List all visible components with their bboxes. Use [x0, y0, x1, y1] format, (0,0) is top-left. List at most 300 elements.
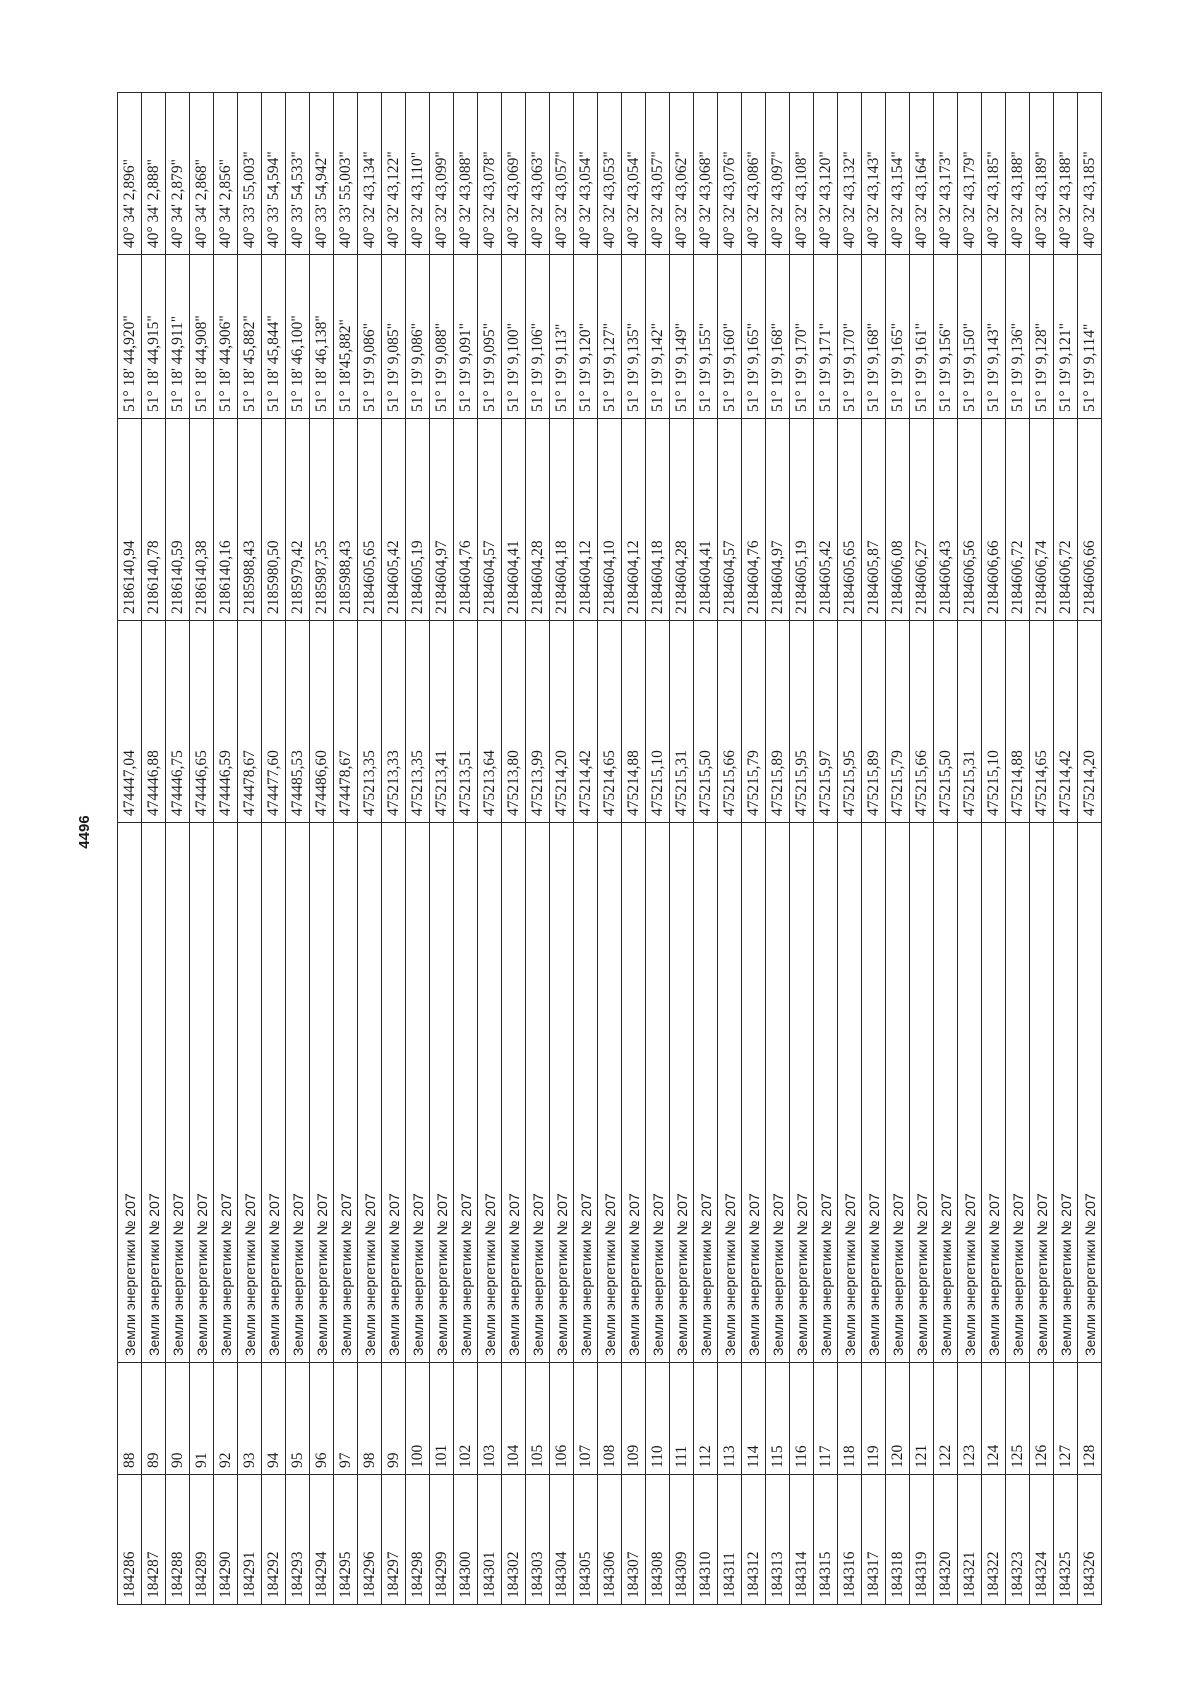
cell-longitude: 40° 32' 43,188": [1006, 93, 1030, 255]
cell-point-id: 184320: [934, 1475, 958, 1605]
cell-land-name: Земли энергетики № 207: [358, 823, 382, 1363]
cell-land-name: Земли энергетики № 207: [670, 823, 694, 1363]
cell-land-name: Земли энергетики № 207: [886, 823, 910, 1363]
cell-latitude: 51° 19' 9,168": [862, 255, 886, 419]
cell-latitude: 51° 19' 9,156": [934, 255, 958, 419]
cell-longitude: 40° 32' 43,062": [670, 93, 694, 255]
cell-point-id: 184299: [430, 1475, 454, 1605]
table-row: [1054, 93, 1078, 1605]
cell-latitude: 51° 19' 9,143": [982, 255, 1006, 419]
table-row: [358, 93, 382, 1605]
cell-point-id: 184323: [1006, 1475, 1030, 1605]
table-row: [670, 93, 694, 1605]
cell-point-number: 111: [670, 1363, 694, 1475]
cell-point-number: 110: [646, 1363, 670, 1475]
cell-longitude: 40° 32' 43,179": [958, 93, 982, 255]
cell-longitude: 40° 32' 43,188": [1054, 93, 1078, 255]
cell-point-number: 98: [358, 1363, 382, 1475]
cell-y-coordinate: 2184606,56: [958, 419, 982, 621]
cell-latitude: 51° 19' 9,160": [718, 255, 742, 419]
cell-x-coordinate: 475214,42: [1054, 621, 1078, 823]
cell-point-number: 127: [1054, 1363, 1078, 1475]
cell-point-id: 184305: [574, 1475, 598, 1605]
cell-latitude: 51° 19' 9,161": [910, 255, 934, 419]
cell-y-coordinate: 2186140,59: [166, 419, 190, 621]
table-row: [1030, 93, 1054, 1605]
cell-land-name: Земли энергетики № 207: [1054, 823, 1078, 1363]
cell-y-coordinate: 2185980,50: [262, 419, 286, 621]
cell-latitude: 51° 18' 46,138": [310, 255, 334, 419]
cell-point-number: 101: [430, 1363, 454, 1475]
cell-point-number: 103: [478, 1363, 502, 1475]
table-row: [406, 93, 430, 1605]
table-row: [694, 93, 718, 1605]
cell-longitude: 40° 33' 55,003": [238, 93, 262, 255]
cell-land-name: Земли энергетики № 207: [862, 823, 886, 1363]
cell-latitude: 51° 18' 46,100": [286, 255, 310, 419]
cell-x-coordinate: 475215,89: [862, 621, 886, 823]
cell-latitude: 51° 19' 9,168": [766, 255, 790, 419]
cell-x-coordinate: 474478,67: [334, 621, 358, 823]
cell-longitude: 40° 32' 43,057": [550, 93, 574, 255]
cell-latitude: 51° 18' 45,844": [262, 255, 286, 419]
table-row: [262, 93, 286, 1605]
cell-point-number: 104: [502, 1363, 526, 1475]
cell-longitude: 40° 32' 43,057": [646, 93, 670, 255]
cell-y-coordinate: 2185987,35: [310, 419, 334, 621]
table-row: [958, 93, 982, 1605]
cell-land-name: Земли энергетики № 207: [574, 823, 598, 1363]
cell-y-coordinate: 2184604,28: [526, 419, 550, 621]
cell-x-coordinate: 475213,51: [454, 621, 478, 823]
cell-latitude: 51° 19' 9,171": [814, 255, 838, 419]
cell-latitude: 51° 19' 9,170": [790, 255, 814, 419]
table-row: [838, 93, 862, 1605]
cell-longitude: 40° 32' 43,134": [358, 93, 382, 255]
cell-y-coordinate: 2184604,41: [502, 419, 526, 621]
cell-y-coordinate: 2184606,08: [886, 419, 910, 621]
cell-point-number: 99: [382, 1363, 406, 1475]
table-row: [142, 93, 166, 1605]
cell-y-coordinate: 2184604,41: [694, 419, 718, 621]
cell-latitude: 51° 19' 9,120": [574, 255, 598, 419]
cell-x-coordinate: 475213,80: [502, 621, 526, 823]
cell-land-name: Земли энергетики № 207: [214, 823, 238, 1363]
cell-land-name: Земли энергетики № 207: [910, 823, 934, 1363]
cell-land-name: Земли энергетики № 207: [814, 823, 838, 1363]
cell-point-number: 90: [166, 1363, 190, 1475]
cell-land-name: Земли энергетики № 207: [550, 823, 574, 1363]
table-row: [718, 93, 742, 1605]
cell-land-name: Земли энергетики № 207: [766, 823, 790, 1363]
cell-point-id: 184308: [646, 1475, 670, 1605]
cell-latitude: 51° 19' 9,100": [502, 255, 526, 419]
cell-latitude: 51° 19' 9,136": [1006, 255, 1030, 419]
cell-longitude: 40° 32' 43,143": [862, 93, 886, 255]
cell-y-coordinate: 2184604,97: [766, 419, 790, 621]
cell-point-number: 117: [814, 1363, 838, 1475]
cell-point-id: 184322: [982, 1475, 1006, 1605]
cell-point-number: 108: [598, 1363, 622, 1475]
table-row: [478, 93, 502, 1605]
cell-y-coordinate: 2184605,19: [790, 419, 814, 621]
cell-latitude: 51° 19' 9,085": [382, 255, 406, 419]
cell-latitude: 51° 19' 9,149": [670, 255, 694, 419]
table-row: [862, 93, 886, 1605]
cell-point-number: 125: [1006, 1363, 1030, 1475]
cell-x-coordinate: 475215,97: [814, 621, 838, 823]
cell-longitude: 40° 32' 43,069": [502, 93, 526, 255]
table-row: [526, 93, 550, 1605]
cell-y-coordinate: 2184604,97: [430, 419, 454, 621]
cell-y-coordinate: 2184604,12: [622, 419, 646, 621]
cell-land-name: Земли энергетики № 207: [790, 823, 814, 1363]
cell-y-coordinate: 2184605,42: [814, 419, 838, 621]
cell-y-coordinate: 2184604,10: [598, 419, 622, 621]
cell-point-id: 184291: [238, 1475, 262, 1605]
cell-y-coordinate: 2184606,74: [1030, 419, 1054, 621]
cell-longitude: 40° 32' 43,164": [910, 93, 934, 255]
cell-point-id: 184303: [526, 1475, 550, 1605]
cell-land-name: Земли энергетики № 207: [1078, 823, 1102, 1363]
cell-y-coordinate: 2186140,94: [118, 419, 142, 621]
cell-point-number: 119: [862, 1363, 886, 1475]
cell-point-id: 184286: [118, 1475, 142, 1605]
cell-latitude: 51° 19' 9,127": [598, 255, 622, 419]
cell-x-coordinate: 475214,88: [622, 621, 646, 823]
cell-land-name: Земли энергетики № 207: [406, 823, 430, 1363]
cell-point-id: 184295: [334, 1475, 358, 1605]
cell-point-id: 184298: [406, 1475, 430, 1605]
cell-longitude: 40° 32' 43,189": [1030, 93, 1054, 255]
cell-y-coordinate: 2184605,87: [862, 419, 886, 621]
cell-latitude: 51° 19' 9,088": [430, 255, 454, 419]
cell-y-coordinate: 2184605,19: [406, 419, 430, 621]
cell-longitude: 40° 32' 43,088": [454, 93, 478, 255]
cell-x-coordinate: 474447,04: [118, 621, 142, 823]
table-row: [886, 93, 910, 1605]
table-row: [934, 93, 958, 1605]
cell-point-number: 120: [886, 1363, 910, 1475]
cell-longitude: 40° 33' 54,942": [310, 93, 334, 255]
table-row: [190, 93, 214, 1605]
table-row: [382, 93, 406, 1605]
cell-land-name: Земли энергетики № 207: [286, 823, 310, 1363]
cell-longitude: 40° 32' 43,078": [478, 93, 502, 255]
cell-point-number: 116: [790, 1363, 814, 1475]
cell-x-coordinate: 474446,59: [214, 621, 238, 823]
cell-point-id: 184304: [550, 1475, 574, 1605]
cell-land-name: Земли энергетики № 207: [622, 823, 646, 1363]
cell-longitude: 40° 34' 2,896": [118, 93, 142, 255]
cell-point-id: 184311: [718, 1475, 742, 1605]
cell-y-coordinate: 2184604,28: [670, 419, 694, 621]
cell-latitude: 51° 19' 9,086": [358, 255, 382, 419]
cell-latitude: 51° 19' 9,142": [646, 255, 670, 419]
cell-land-name: Земли энергетики № 207: [1030, 823, 1054, 1363]
cell-longitude: 40° 32' 43,185": [1078, 93, 1102, 255]
cell-land-name: Земли энергетики № 207: [430, 823, 454, 1363]
table-row: [454, 93, 478, 1605]
cell-point-number: 128: [1078, 1363, 1102, 1475]
table-row: [814, 93, 838, 1605]
cell-x-coordinate: 475213,64: [478, 621, 502, 823]
cell-latitude: 51° 18' 44,906": [214, 255, 238, 419]
cell-point-id: 184324: [1030, 1475, 1054, 1605]
table-row: [598, 93, 622, 1605]
cell-point-id: 184288: [166, 1475, 190, 1605]
cell-latitude: 51° 19' 9,165": [742, 255, 766, 419]
cell-point-number: 95: [286, 1363, 310, 1475]
cell-x-coordinate: 475215,10: [982, 621, 1006, 823]
table-row: [166, 93, 190, 1605]
cell-point-id: 184312: [742, 1475, 766, 1605]
table-row: [646, 93, 670, 1605]
cell-land-name: Земли энергетики № 207: [694, 823, 718, 1363]
cell-point-id: 184321: [958, 1475, 982, 1605]
cell-y-coordinate: 2184605,65: [358, 419, 382, 621]
cell-latitude: 51° 19' 9,170": [838, 255, 862, 419]
cell-point-number: 114: [742, 1363, 766, 1475]
cell-longitude: 40° 32' 43,076": [718, 93, 742, 255]
table-row: [766, 93, 790, 1605]
cell-x-coordinate: 475214,65: [1030, 621, 1054, 823]
cell-x-coordinate: 475213,33: [382, 621, 406, 823]
cell-latitude: 51° 19' 9,114": [1078, 255, 1102, 419]
cell-latitude: 51° 19' 9,113": [550, 255, 574, 419]
cell-point-id: 184300: [454, 1475, 478, 1605]
cell-point-number: 96: [310, 1363, 334, 1475]
cell-land-name: Земли энергетики № 207: [934, 823, 958, 1363]
cell-point-number: 113: [718, 1363, 742, 1475]
cell-x-coordinate: 475215,89: [766, 621, 790, 823]
rotated-table-container: [117, 93, 1098, 1605]
cell-latitude: 51° 19' 9,121": [1054, 255, 1078, 419]
cell-x-coordinate: 475215,95: [838, 621, 862, 823]
cell-point-id: 184301: [478, 1475, 502, 1605]
cell-latitude: 51° 18' 44,920": [118, 255, 142, 419]
cell-land-name: Земли энергетики № 207: [454, 823, 478, 1363]
cell-point-number: 122: [934, 1363, 958, 1475]
cell-point-number: 105: [526, 1363, 550, 1475]
table-body: [118, 93, 1102, 1605]
cell-land-name: Земли энергетики № 207: [598, 823, 622, 1363]
cell-latitude: 51° 18' 44,911": [166, 255, 190, 419]
cell-longitude: 40° 32' 43,154": [886, 93, 910, 255]
table-row: [550, 93, 574, 1605]
cell-land-name: Земли энергетики № 207: [262, 823, 286, 1363]
cell-point-id: 184289: [190, 1475, 214, 1605]
cell-longitude: 40° 32' 43,120": [814, 93, 838, 255]
cell-x-coordinate: 474477,60: [262, 621, 286, 823]
cell-point-number: 92: [214, 1363, 238, 1475]
cell-y-coordinate: 2185988,43: [238, 419, 262, 621]
cell-y-coordinate: 2184605,42: [382, 419, 406, 621]
cell-x-coordinate: 475215,95: [790, 621, 814, 823]
cell-point-id: 184316: [838, 1475, 862, 1605]
cell-x-coordinate: 474446,65: [190, 621, 214, 823]
cell-latitude: 51° 19' 9,106": [526, 255, 550, 419]
cell-point-number: 123: [958, 1363, 982, 1475]
cell-longitude: 40° 32' 43,086": [742, 93, 766, 255]
cell-x-coordinate: 474486,60: [310, 621, 334, 823]
cell-point-number: 115: [766, 1363, 790, 1475]
cell-longitude: 40° 32' 43,053": [598, 93, 622, 255]
cell-x-coordinate: 475215,50: [694, 621, 718, 823]
cell-y-coordinate: 2185988,43: [334, 419, 358, 621]
cell-longitude: 40° 33' 54,533": [286, 93, 310, 255]
cell-latitude: 51° 19' 9,091": [454, 255, 478, 419]
cell-x-coordinate: 475214,20: [550, 621, 574, 823]
cell-x-coordinate: 474446,75: [166, 621, 190, 823]
cell-point-id: 184292: [262, 1475, 286, 1605]
cell-x-coordinate: 475215,31: [958, 621, 982, 823]
cell-point-id: 184293: [286, 1475, 310, 1605]
cell-y-coordinate: 2184604,76: [742, 419, 766, 621]
cell-y-coordinate: 2184606,72: [1054, 419, 1078, 621]
cell-latitude: 51° 19' 9,128": [1030, 255, 1054, 419]
cell-y-coordinate: 2184606,43: [934, 419, 958, 621]
cell-x-coordinate: 475213,41: [430, 621, 454, 823]
cell-point-number: 126: [1030, 1363, 1054, 1475]
page-number: 4496: [76, 815, 93, 849]
cell-longitude: 40° 32' 43,122": [382, 93, 406, 255]
cell-point-number: 91: [190, 1363, 214, 1475]
cell-land-name: Земли энергетики № 207: [478, 823, 502, 1363]
cell-latitude: 51° 18' 44,908": [190, 255, 214, 419]
cell-land-name: Земли энергетики № 207: [502, 823, 526, 1363]
table-row: [790, 93, 814, 1605]
cell-x-coordinate: 475214,88: [1006, 621, 1030, 823]
cell-point-number: 124: [982, 1363, 1006, 1475]
cell-point-id: 184315: [814, 1475, 838, 1605]
cell-land-name: Земли энергетики № 207: [646, 823, 670, 1363]
cell-y-coordinate: 2186140,38: [190, 419, 214, 621]
cell-point-number: 107: [574, 1363, 598, 1475]
cell-x-coordinate: 475215,31: [670, 621, 694, 823]
cell-x-coordinate: 475215,79: [742, 621, 766, 823]
cell-land-name: Земли энергетики № 207: [742, 823, 766, 1363]
cell-point-id: 184287: [142, 1475, 166, 1605]
cell-longitude: 40° 32' 43,063": [526, 93, 550, 255]
table-row: [334, 93, 358, 1605]
table-row: [118, 93, 142, 1605]
cell-latitude: 51° 19' 9,086": [406, 255, 430, 419]
table-row: [430, 93, 454, 1605]
cell-land-name: Земли энергетики № 207: [190, 823, 214, 1363]
cell-point-id: 184314: [790, 1475, 814, 1605]
cell-longitude: 40° 32' 43,097": [766, 93, 790, 255]
cell-point-number: 94: [262, 1363, 286, 1475]
cell-point-number: 102: [454, 1363, 478, 1475]
table-row: [742, 93, 766, 1605]
cell-longitude: 40° 34' 2,888": [142, 93, 166, 255]
cell-y-coordinate: 2184604,18: [550, 419, 574, 621]
cell-longitude: 40° 34' 2,879": [166, 93, 190, 255]
cell-point-id: 184325: [1054, 1475, 1078, 1605]
cell-latitude: 51° 18' 45,882": [238, 255, 262, 419]
cell-longitude: 40° 34' 2,856": [214, 93, 238, 255]
cell-longitude: 40° 32' 43,068": [694, 93, 718, 255]
cell-point-id: 184310: [694, 1475, 718, 1605]
cell-x-coordinate: 474446,88: [142, 621, 166, 823]
cell-point-number: 106: [550, 1363, 574, 1475]
cell-point-number: 121: [910, 1363, 934, 1475]
cell-x-coordinate: 474478,67: [238, 621, 262, 823]
cell-land-name: Земли энергетики № 207: [1006, 823, 1030, 1363]
table-row: [622, 93, 646, 1605]
table-row: [238, 93, 262, 1605]
cell-y-coordinate: 2184604,57: [478, 419, 502, 621]
cell-point-number: 88: [118, 1363, 142, 1475]
cell-point-number: 97: [334, 1363, 358, 1475]
table-row: [286, 93, 310, 1605]
cell-y-coordinate: 2184604,12: [574, 419, 598, 621]
cell-land-name: Земли энергетики № 207: [982, 823, 1006, 1363]
cell-latitude: 51° 19' 9,095": [478, 255, 502, 419]
cell-land-name: Земли энергетики № 207: [718, 823, 742, 1363]
cell-point-number: 109: [622, 1363, 646, 1475]
cell-y-coordinate: 2184604,18: [646, 419, 670, 621]
cell-point-id: 184296: [358, 1475, 382, 1605]
cell-land-name: Земли энергетики № 207: [838, 823, 862, 1363]
cell-longitude: 40° 33' 54,594": [262, 93, 286, 255]
cell-land-name: Земли энергетики № 207: [958, 823, 982, 1363]
table-row: [910, 93, 934, 1605]
cell-y-coordinate: 2186140,78: [142, 419, 166, 621]
cell-y-coordinate: 2186140,16: [214, 419, 238, 621]
cell-point-id: 184326: [1078, 1475, 1102, 1605]
cell-x-coordinate: 475213,99: [526, 621, 550, 823]
cell-x-coordinate: 475215,66: [718, 621, 742, 823]
cell-point-id: 184290: [214, 1475, 238, 1605]
cell-x-coordinate: 475214,65: [598, 621, 622, 823]
cell-longitude: 40° 32' 43,099": [430, 93, 454, 255]
cell-point-id: 184319: [910, 1475, 934, 1605]
cell-x-coordinate: 475215,50: [934, 621, 958, 823]
cell-y-coordinate: 2184606,72: [1006, 419, 1030, 621]
cell-point-id: 184318: [886, 1475, 910, 1605]
cell-x-coordinate: 475215,10: [646, 621, 670, 823]
cell-x-coordinate: 475213,35: [406, 621, 430, 823]
cell-y-coordinate: 2184606,27: [910, 419, 934, 621]
cell-x-coordinate: 474485,53: [286, 621, 310, 823]
cell-latitude: 51° 19' 9,155": [694, 255, 718, 419]
cell-point-id: 184297: [382, 1475, 406, 1605]
cell-longitude: 40° 32' 43,054": [622, 93, 646, 255]
cell-x-coordinate: 475215,79: [886, 621, 910, 823]
cell-point-id: 184313: [766, 1475, 790, 1605]
cell-land-name: Земли энергетики № 207: [334, 823, 358, 1363]
cell-point-id: 184307: [622, 1475, 646, 1605]
table-row: [1006, 93, 1030, 1605]
cell-land-name: Земли энергетики № 207: [118, 823, 142, 1363]
cell-latitude: 51° 19' 9,150": [958, 255, 982, 419]
cell-point-number: 118: [838, 1363, 862, 1475]
cell-longitude: 40° 32' 43,132": [838, 93, 862, 255]
cell-longitude: 40° 33' 55,003": [334, 93, 358, 255]
table-row: [310, 93, 334, 1605]
cell-latitude: 51° 19' 9,135": [622, 255, 646, 419]
cell-point-id: 184294: [310, 1475, 334, 1605]
table-row: [502, 93, 526, 1605]
cell-land-name: Земли энергетики № 207: [310, 823, 334, 1363]
cell-x-coordinate: 475213,35: [358, 621, 382, 823]
cell-y-coordinate: 2184606,66: [982, 419, 1006, 621]
cell-point-id: 184317: [862, 1475, 886, 1605]
cell-x-coordinate: 475215,66: [910, 621, 934, 823]
cell-longitude: 40° 32' 43,185": [982, 93, 1006, 255]
